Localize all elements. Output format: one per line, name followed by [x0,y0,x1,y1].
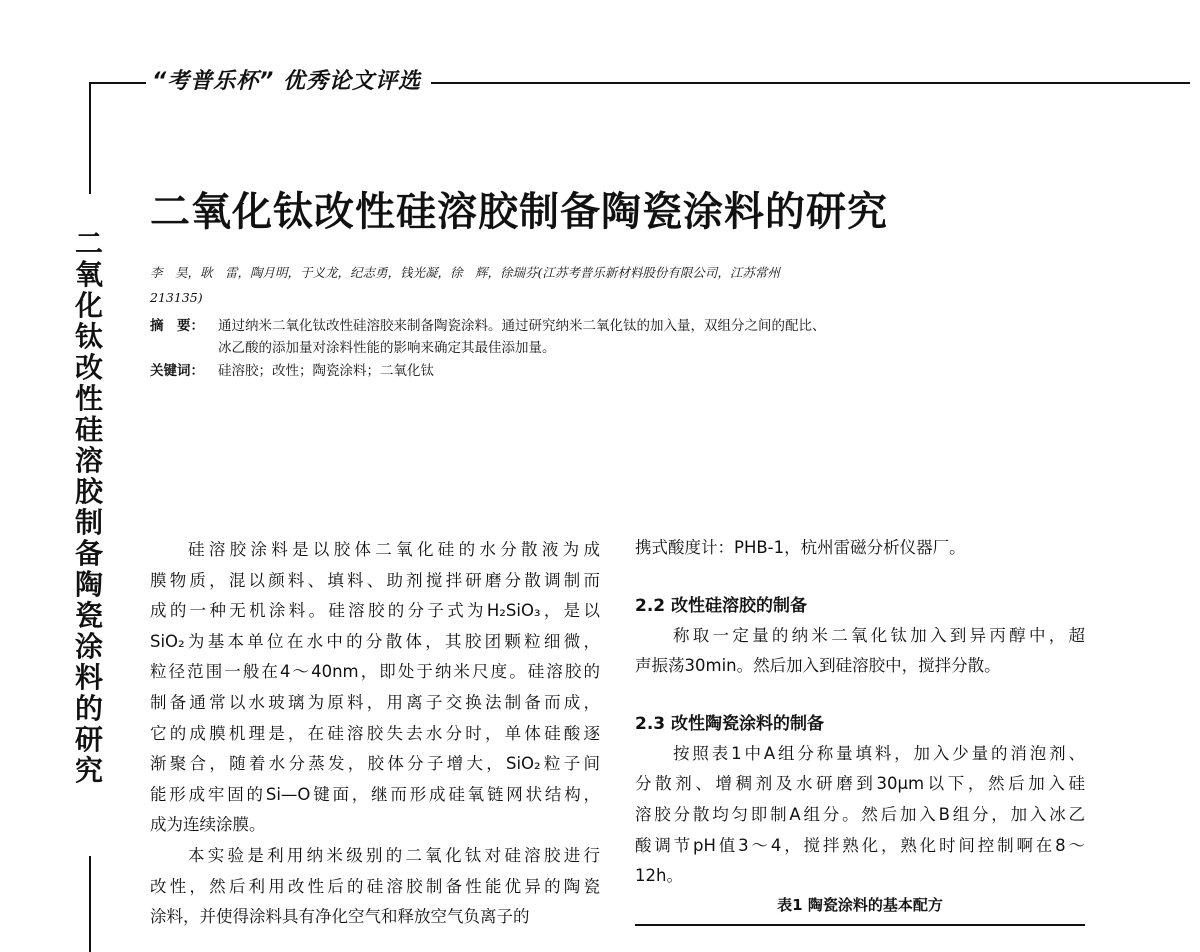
vertical-title-char: 改 [74,351,103,384]
paragraph-line: 硅溶胶涂料是以胶体二氧化硅的水分散液为成 [188,540,600,559]
paragraph-line: 成为连续涂膜。 [150,815,266,835]
paragraph-line: 它的成膜机理是，在硅溶胶失去水分时，单体硅酸逐 [150,723,600,743]
paragraph-line: 改性，然后利用改性后的硅溶胶制备性能优异的陶瓷 [150,876,600,896]
vertical-title-char: 制 [74,506,103,539]
vertical-title-char: 研 [74,723,103,756]
section-heading: 2.3 改性陶瓷涂料的制备 [635,713,825,734]
keywords-text: 硅溶胶；改性；陶瓷涂料；二氧化钛 [218,363,434,379]
frame-left-rule-bottom [89,856,91,952]
vertical-title-char: 二 [74,227,103,260]
right-column [635,533,1085,926]
paragraph-line: 渐聚合，随着水分蒸发，胶体分子增大，SiO₂粒子间 [150,754,600,774]
article-title: 二氧化钛改性硅溶胶制备陶瓷涂料的研究 [150,189,888,235]
vertical-title-char: 陶 [74,568,103,601]
abstract-label: 摘 要： [150,318,204,334]
vertical-title-char: 硅 [74,413,103,446]
paragraph-line: SiO₂为基本单位在水中的分散体，其胶团颗粒细微， [150,631,600,651]
vertical-title-char: 料 [74,661,103,694]
abstract-text: 冰乙酸的添加量对涂料性能的影响来确定其最佳添加量。 [218,340,556,356]
table-caption: 表1 陶瓷涂料的基本配方 [777,895,943,914]
paragraph-line: 粒径范围一般在4～40nm，即处于纳米尺度。硅溶胶的 [150,662,600,682]
left-column [150,535,600,933]
abstract-text: 通过纳米二氧化钛改性硅溶胶来制备陶瓷涂料。通过研究纳米二氧化钛的加入量，双组分之间的配比、 [218,318,826,334]
table-top-rule [635,924,1085,926]
vertical-title-char: 氧 [74,258,103,291]
paragraph-line: 溶胶分散均匀即制A组分。然后加入B组分，加入冰乙 [635,804,1085,824]
paragraph-line: 制备通常以水玻璃为原料，用离子交换法制备而成， [150,692,600,712]
frame-left-rule-top [89,82,91,194]
section-label: “考普乐杯” 优秀论文评选 [146,64,431,95]
keywords-label: 关键词： [150,363,204,379]
vertical-title-char: 备 [74,537,103,570]
paragraph-line: 按照表1中A组分称量填料，加入少量的消泡剂、 [673,743,1085,763]
authors-line: 213135) [150,290,203,305]
vertical-title-char: 瓷 [74,599,103,632]
abstract [150,315,980,382]
paragraph-line: 称取一定量的纳米二氧化钛加入到异丙醇中，超 [673,625,1085,645]
vertical-title-char: 胶 [74,475,103,508]
paragraph-line: 涂料，并使得涂料具有净化空气和释放空气负离子的 [150,907,530,927]
vertical-title-char: 钛 [74,320,103,353]
vertical-title-char: 化 [74,289,103,322]
vertical-title-char: 性 [74,382,103,415]
paragraph-line: 成的一种无机涂料。硅溶胶的分子式为H₂SiO₃，是以 [150,601,600,621]
authors [150,258,980,308]
paragraph-line: 12h。 [635,866,683,886]
section-heading: 2.2 改性硅溶胶的制备 [635,595,808,616]
vertical-title-char: 究 [74,754,103,787]
paragraph-line: 能形成牢固的Si—O键面，继而形成硅氧链网状结构， [150,784,600,804]
vertical-title-char: 涂 [74,630,103,663]
paragraph-line: 携式酸度计：PHB-1，杭州雷磁分析仪器厂。 [635,538,966,557]
vertical-title [72,228,106,786]
paragraph-line: 分散剂、增稠剂及水研磨到30μm以下，然后加入硅 [635,774,1085,794]
paragraph-line: 酸调节pH值3～4，搅拌熟化，熟化时间控制啊在8～ [635,835,1085,855]
paragraph-line: 膜物质，混以颜料、填料、助剂搅拌研磨分散调制而 [150,570,600,590]
paragraph-line: 声振荡30min。然后加入到硅溶胶中，搅拌分散。 [635,656,1001,676]
paragraph-line: 本实验是利用纳米级别的二氧化钛对硅溶胶进行 [188,845,600,865]
vertical-title-char: 的 [74,692,103,725]
vertical-title-char: 溶 [74,444,103,477]
authors-line: 李 昊，耿 雷，陶月明，于义龙，纪志勇，钱光凝，徐 辉，徐瑞芬(江苏考普乐新材料股份有限公司，江苏常州 [150,265,780,280]
